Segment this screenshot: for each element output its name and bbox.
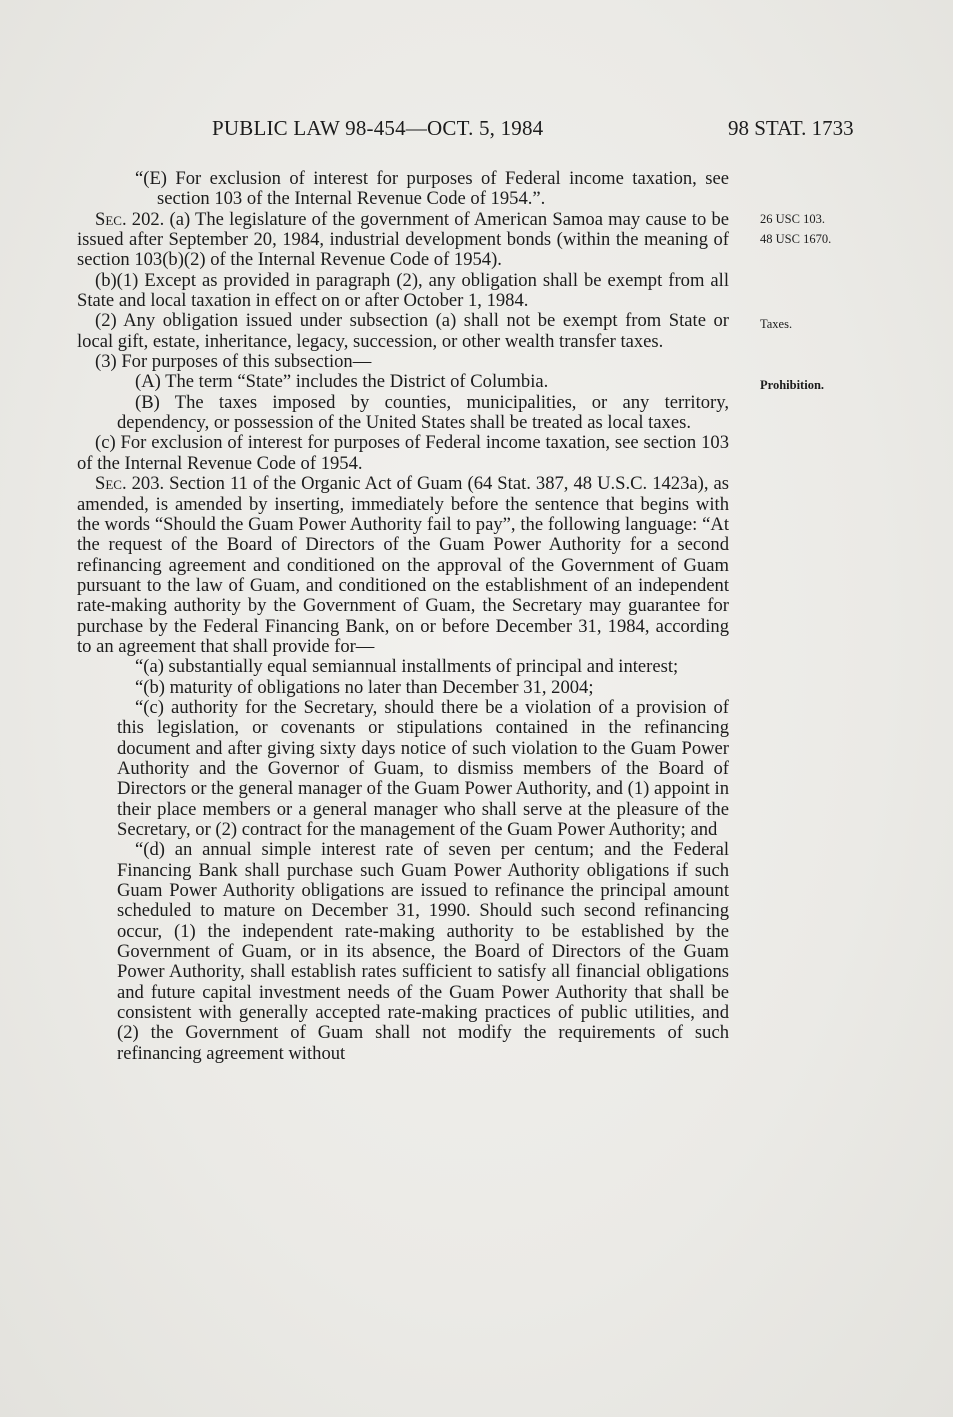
paragraph-sec-203 bbox=[77, 474, 729, 657]
section-label: Sec. bbox=[95, 473, 127, 495]
running-header-title: PUBLIC LAW 98-454—OCT. 5, 1984 bbox=[212, 116, 544, 140]
paragraph-b3-b: (B) The taxes imposed by counties, municipalities, or any territory, dependency, or possession of the United States shall be treated as local taxes. bbox=[117, 391, 729, 434]
section-label: Sec. bbox=[95, 208, 127, 230]
paragraph-exclusion-e: “(E) For exclusion of interest for purposes of Federal income taxation, see section 103 of the Internal Revenue Code of 1954.”. bbox=[135, 168, 729, 210]
paragraph-sec-202 bbox=[77, 210, 729, 271]
page-reference: 98 STAT. 1733 bbox=[728, 116, 854, 140]
margin-note-usc-103: 26 USC 103. bbox=[760, 212, 825, 226]
paragraph-b3-a: (A) The term “State” includes the District of Columbia. bbox=[135, 371, 549, 393]
paragraph-sec-203-a: “(a) substantially equal semiannual installments of principal and interest; bbox=[135, 656, 679, 678]
paragraph-sec-203-d: “(d) an annual simple interest rate of seven per centum; and the Federal Financing Bank shall purchase such Guam Power Authority obligations if such Guam Power Authority obligations are issued to refinance the principal amount scheduled to mature on December 31, 1990. Should such second refinancing occur, (1) the independent rate-making authority to be established by the Government of Guam, or in its absence, the Board of Directors of the Guam Power Authority, shall establish rates sufficient to satisfy all financial obligations and future capital investment needs of the Guam Power Authority that shall be consistent with generally accepted rate-making practices of public utilities, and (2) the Government of Guam shall not modify the requirements of such refinancing agreement without bbox=[117, 839, 729, 1064]
margin-note-taxes: Taxes. bbox=[760, 317, 793, 331]
margin-note-usc-1670: 48 USC 1670. bbox=[760, 232, 832, 246]
margin-note-prohibition: Prohibition. bbox=[760, 378, 825, 392]
paragraph-text: 202. (a) The legislature of the government of American Samoa may cause to be issued after September 20, 1984, industrial development bonds (within the meaning of section 103(b)(2) of the Internal Revenue Code of 1954). bbox=[77, 208, 729, 271]
paragraph-sec-203-c: “(c) authority for the Secretary, should there be a violation of a provision of this legislation, or covenants or stipulations contained in the refinancing document and after giving sixty days notice of such violation to the Guam Power Authority and the Governor of Guam, to dismiss members of the Board of Directors or the general manager of the Guam Power Authority, and (1) appoint in their place members or a general manager who shall serve at the pleasure of the Secretary, or (2) contract for the management of the Guam Power Authority; and bbox=[117, 696, 729, 840]
paragraph-b1: (b)(1) Except as provided in paragraph (2), any obligation shall be exempt from all State and local taxation in effect on or after October 1, 1984. bbox=[77, 269, 729, 312]
paragraph-sec-203-b: “(b) maturity of obligations no later than December 31, 2004; bbox=[135, 676, 594, 698]
paragraph-c: (c) For exclusion of interest for purposes of Federal income taxation, see section 103 of the Internal Revenue Code of 1954. bbox=[77, 432, 729, 474]
paragraph-b3: (3) For purposes of this subsection— bbox=[95, 351, 372, 373]
paragraph-b2: (2) Any obligation issued under subsection (a) shall not be exempt from State or local gift, estate, inheritance, legacy, succession, or other wealth transfer taxes. bbox=[77, 310, 729, 352]
paragraph-text: 203. Section 11 of the Organic Act of Guam (64 Stat. 387, 48 U.S.C. 1423a), as amended, is amended by inserting, immediately before the sentence that begins with the words “Should the Guam Power Authority fail to pay”, the following language: “At the request of the Board of Directors of the Guam Power Authority for a second refinancing agreement and conditioned on the approval of the Government of Guam pursuant to the law of Guam, and conditioned on the establishment of an independent rate-making authority by the Government of Guam, the Secretary may guarantee for purchase by the Federal Financing Bank, on or before December 31, 1984, according to an agreement that shall provide for— bbox=[77, 473, 729, 657]
statute-body bbox=[77, 169, 729, 1064]
